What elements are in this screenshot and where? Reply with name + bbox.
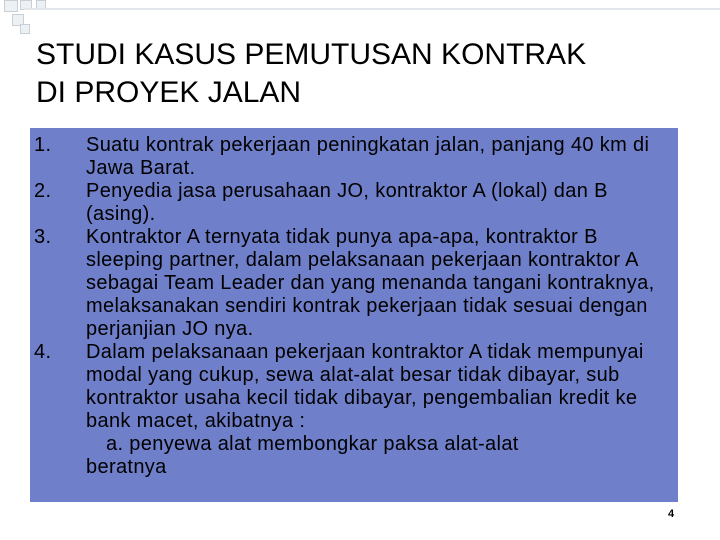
item-number: 3. — [34, 226, 52, 248]
slide-title-line-2: DI PROYEK JALAN — [36, 76, 302, 109]
page-number: 4 — [668, 508, 675, 520]
decor-square — [4, 0, 18, 12]
list-item — [30, 134, 680, 180]
list-item — [30, 180, 680, 226]
item-tail: beratnya — [86, 456, 167, 478]
list-item — [30, 341, 680, 479]
item-number: 2. — [34, 180, 52, 202]
item-number: 4. — [34, 341, 52, 363]
list-item — [30, 226, 680, 341]
item-text: Suatu kontrak pekerjaan peningkatan jalan, panjang 40 km di Jawa Barat. — [86, 134, 650, 179]
slide-title-line-1: STUDI KASUS PEMUTUSAN KONTRAK — [36, 38, 587, 71]
title-rule — [24, 8, 720, 10]
slide-title — [36, 36, 696, 112]
decor-square — [20, 24, 30, 34]
case-list — [30, 134, 680, 479]
item-subpoint: a. penyewa alat membongkar paksa alat-alat — [106, 433, 519, 455]
item-text: Kontraktor A ternyata tidak punya apa-apa, kontraktor B sleeping partner, dalam pelaksanaan pekerjaan kontraktor A sebagai Team Leader dan yang menanda tangani kontraknya, melaksanakan sendiri kontrak pekerjaan tidak sesuai dengan perjanjian JO nya. — [86, 226, 655, 340]
corner-decoration — [0, 0, 60, 40]
item-number: 1. — [34, 134, 52, 156]
item-text: Penyedia jasa perusahaan JO, kontraktor A (lokal) dan B (asing). — [86, 180, 608, 225]
item-text: Dalam pelaksanaan pekerjaan kontraktor A tidak mempunyai modal yang cukup, sewa alat-alat besar tidak dibayar, sub kontraktor usaha kecil tidak dibayar, pengembalian kredit ke bank macet, akibatnya : — [86, 341, 644, 432]
